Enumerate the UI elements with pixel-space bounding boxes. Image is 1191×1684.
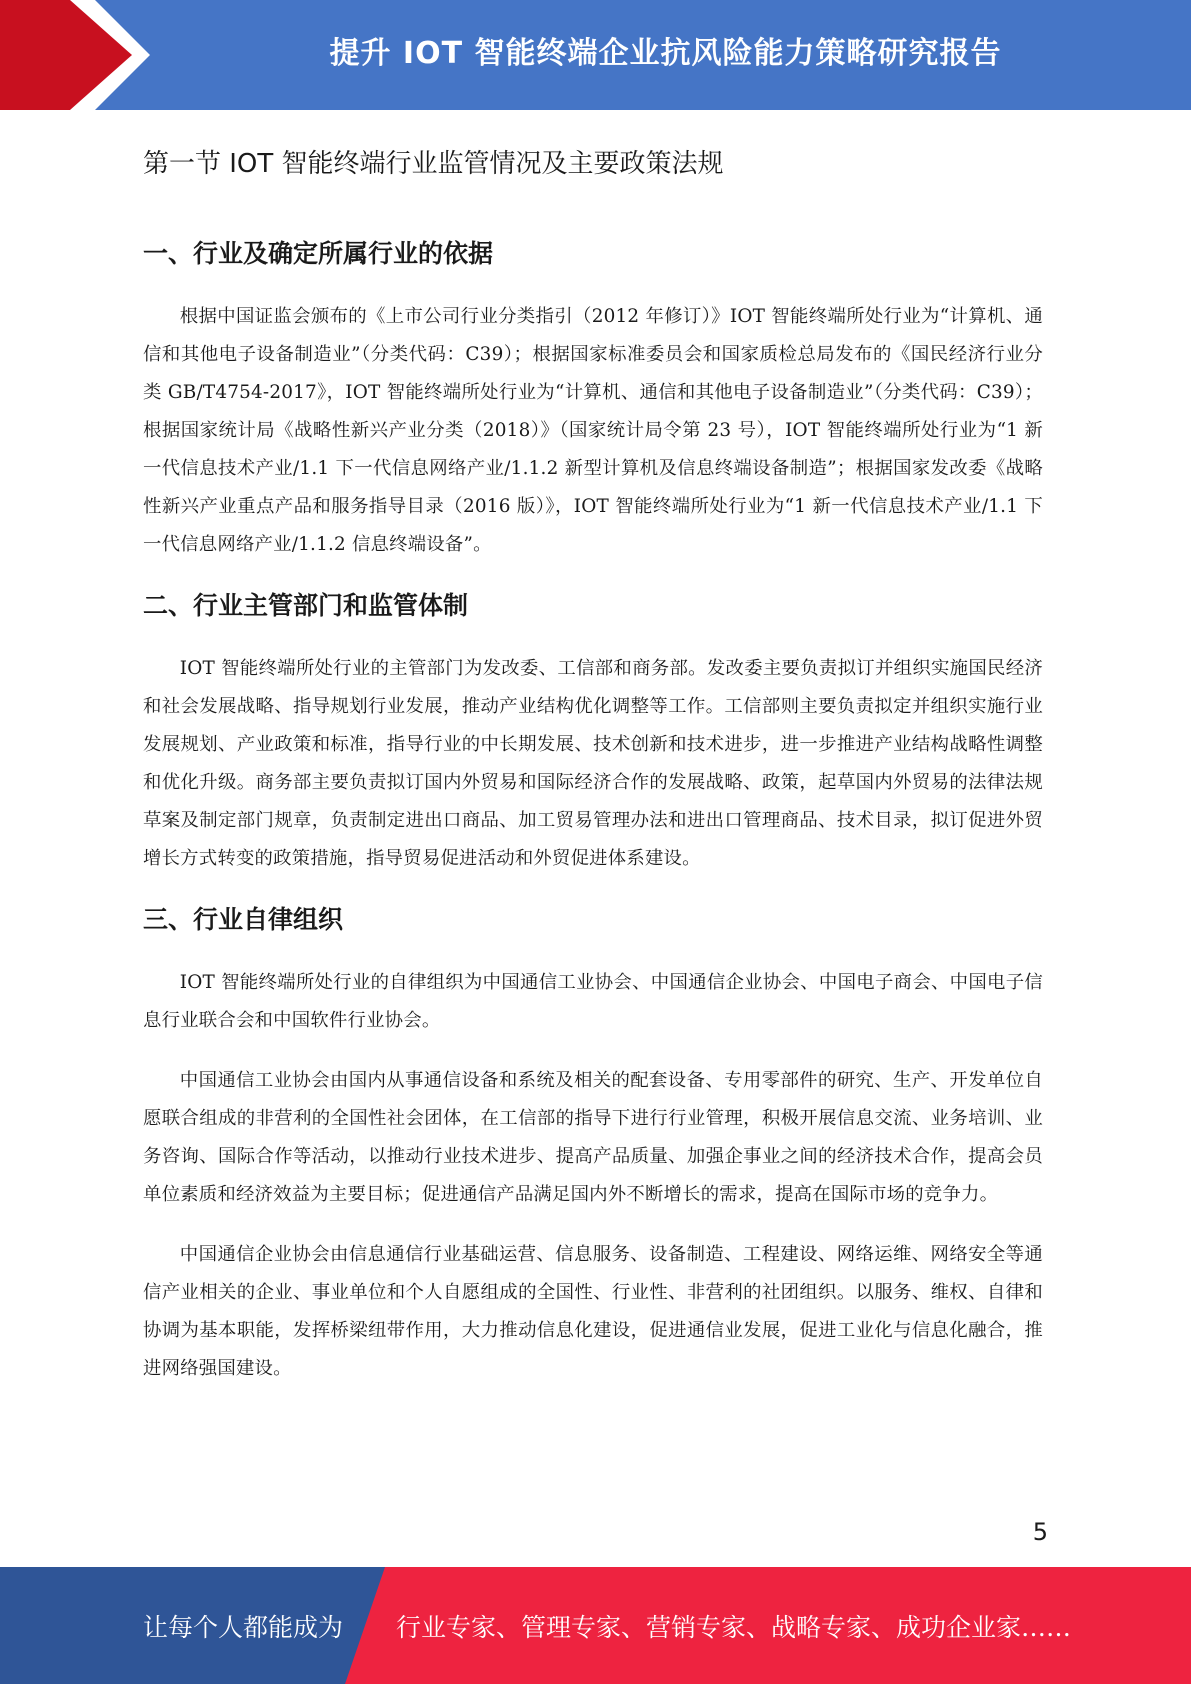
main-content [143,120,1043,1388]
paragraph-industry-basis: 根据中国证监会颁布的《上市公司行业分类指引（2012 年修订）》IOT 智能终端所处行业为“计算机、通信和其他电子设备制造业”（分类代码：C39）；根据国家标准委员会和国家质检总局发布的《国民经济行业分类 GB/T4754-2017》，IOT 智能终端所处行业为“计算机、通信和其他电子设备制造业”（分类代码：C39）；根据国家统计局《战略性新兴产业分类（2018）》（国家统计局令第 23 号），IOT 智能终端所处行业为“1 新一代信息技术产业/1.1 下一代信息网络产业/1.1.2 新型计算机及信息终端设备制造”；根据国家发改委《战略性新兴产业重点产品和服务指导目录（2016 版）》，IOT 智能终端所处行业为“1 新一代信息技术产业/1.1 下一代信息网络产业/1.1.2 信息终端设备”。 [143,306,1043,555]
paragraph-cciia: 中国通信工业协会由国内从事通信设备和系统及相关的配套设备、专用零部件的研究、生产、开发单位自愿联合组成的非营利的全国性社会团体，在工信部的指导下进行行业管理，积极开展信息交流、业务培训、业务咨询、国际合作等活动，以推动行业技术进步、提高产品质量、加强企事业之间的经济技术合作，提高会员单位素质和经济效益为主要目标；促进通信产品满足国内外不断增长的需求，提高在国际市场的竞争力。 [143,1070,1043,1205]
footer-slogan-left: 让每个人都能成为 [143,1612,344,1642]
page-header [0,0,1191,110]
page-number: 5 [1032,1518,1048,1546]
paragraph-regulators: IOT 智能终端所处行业的主管部门为发改委、工信部和商务部。发改委主要负责拟订并组织实施国民经济和社会发展战略、指导规划行业发展，推动产业结构优化调整等工作。工信部则主要负责拟定并组织实施行业发展规划、产业政策和标准，指导行业的中长期发展、技术创新和技术进步，进一步推进产业结构战略性调整和优化升级。商务部主要负责拟订国内外贸易和国际经济合作的发展战略、政策，起草国内外贸易的法律法规草案及制定部门规章，负责制定进出口商品、加工贸易管理办法和进出口管理商品、技术目录，拟订促进外贸增长方式转变的政策措施，指导贸易促进活动和外贸促进体系建设。 [143,658,1043,869]
paragraph-self-regulatory-list: IOT 智能终端所处行业的自律组织为中国通信工业协会、中国通信企业协会、中国电子商会、中国电子信息行业联合会和中国软件行业协会。 [143,972,1043,1031]
heading-industry-basis: 一、行业及确定所属行业的依据 [143,239,494,268]
footer-slogan-right: 行业专家、管理专家、营销专家、战略专家、成功企业家…… [396,1612,1072,1642]
page-footer [0,1567,1191,1684]
paragraph-ccea: 中国通信企业协会由信息通信行业基础运营、信息服务、设备制造、工程建设、网络运维、网络安全等通信产业相关的企业、事业单位和个人自愿组成的全国性、行业性、非营利的社团组织。以服务、维权、自律和协调为基本职能，发挥桥梁纽带作用，大力推动信息化建设，促进通信业发展，促进工业化与信息化融合，推进网络强国建设。 [143,1244,1043,1379]
heading-self-regulatory-orgs: 三、行业自律组织 [143,905,344,934]
section-title: 第一节 IOT 智能终端行业监管情况及主要政策法规 [143,149,724,179]
heading-regulators: 二、行业主管部门和监管体制 [143,591,469,620]
report-title: 提升 IOT 智能终端企业抗风险能力策略研究报告 [329,36,1002,71]
